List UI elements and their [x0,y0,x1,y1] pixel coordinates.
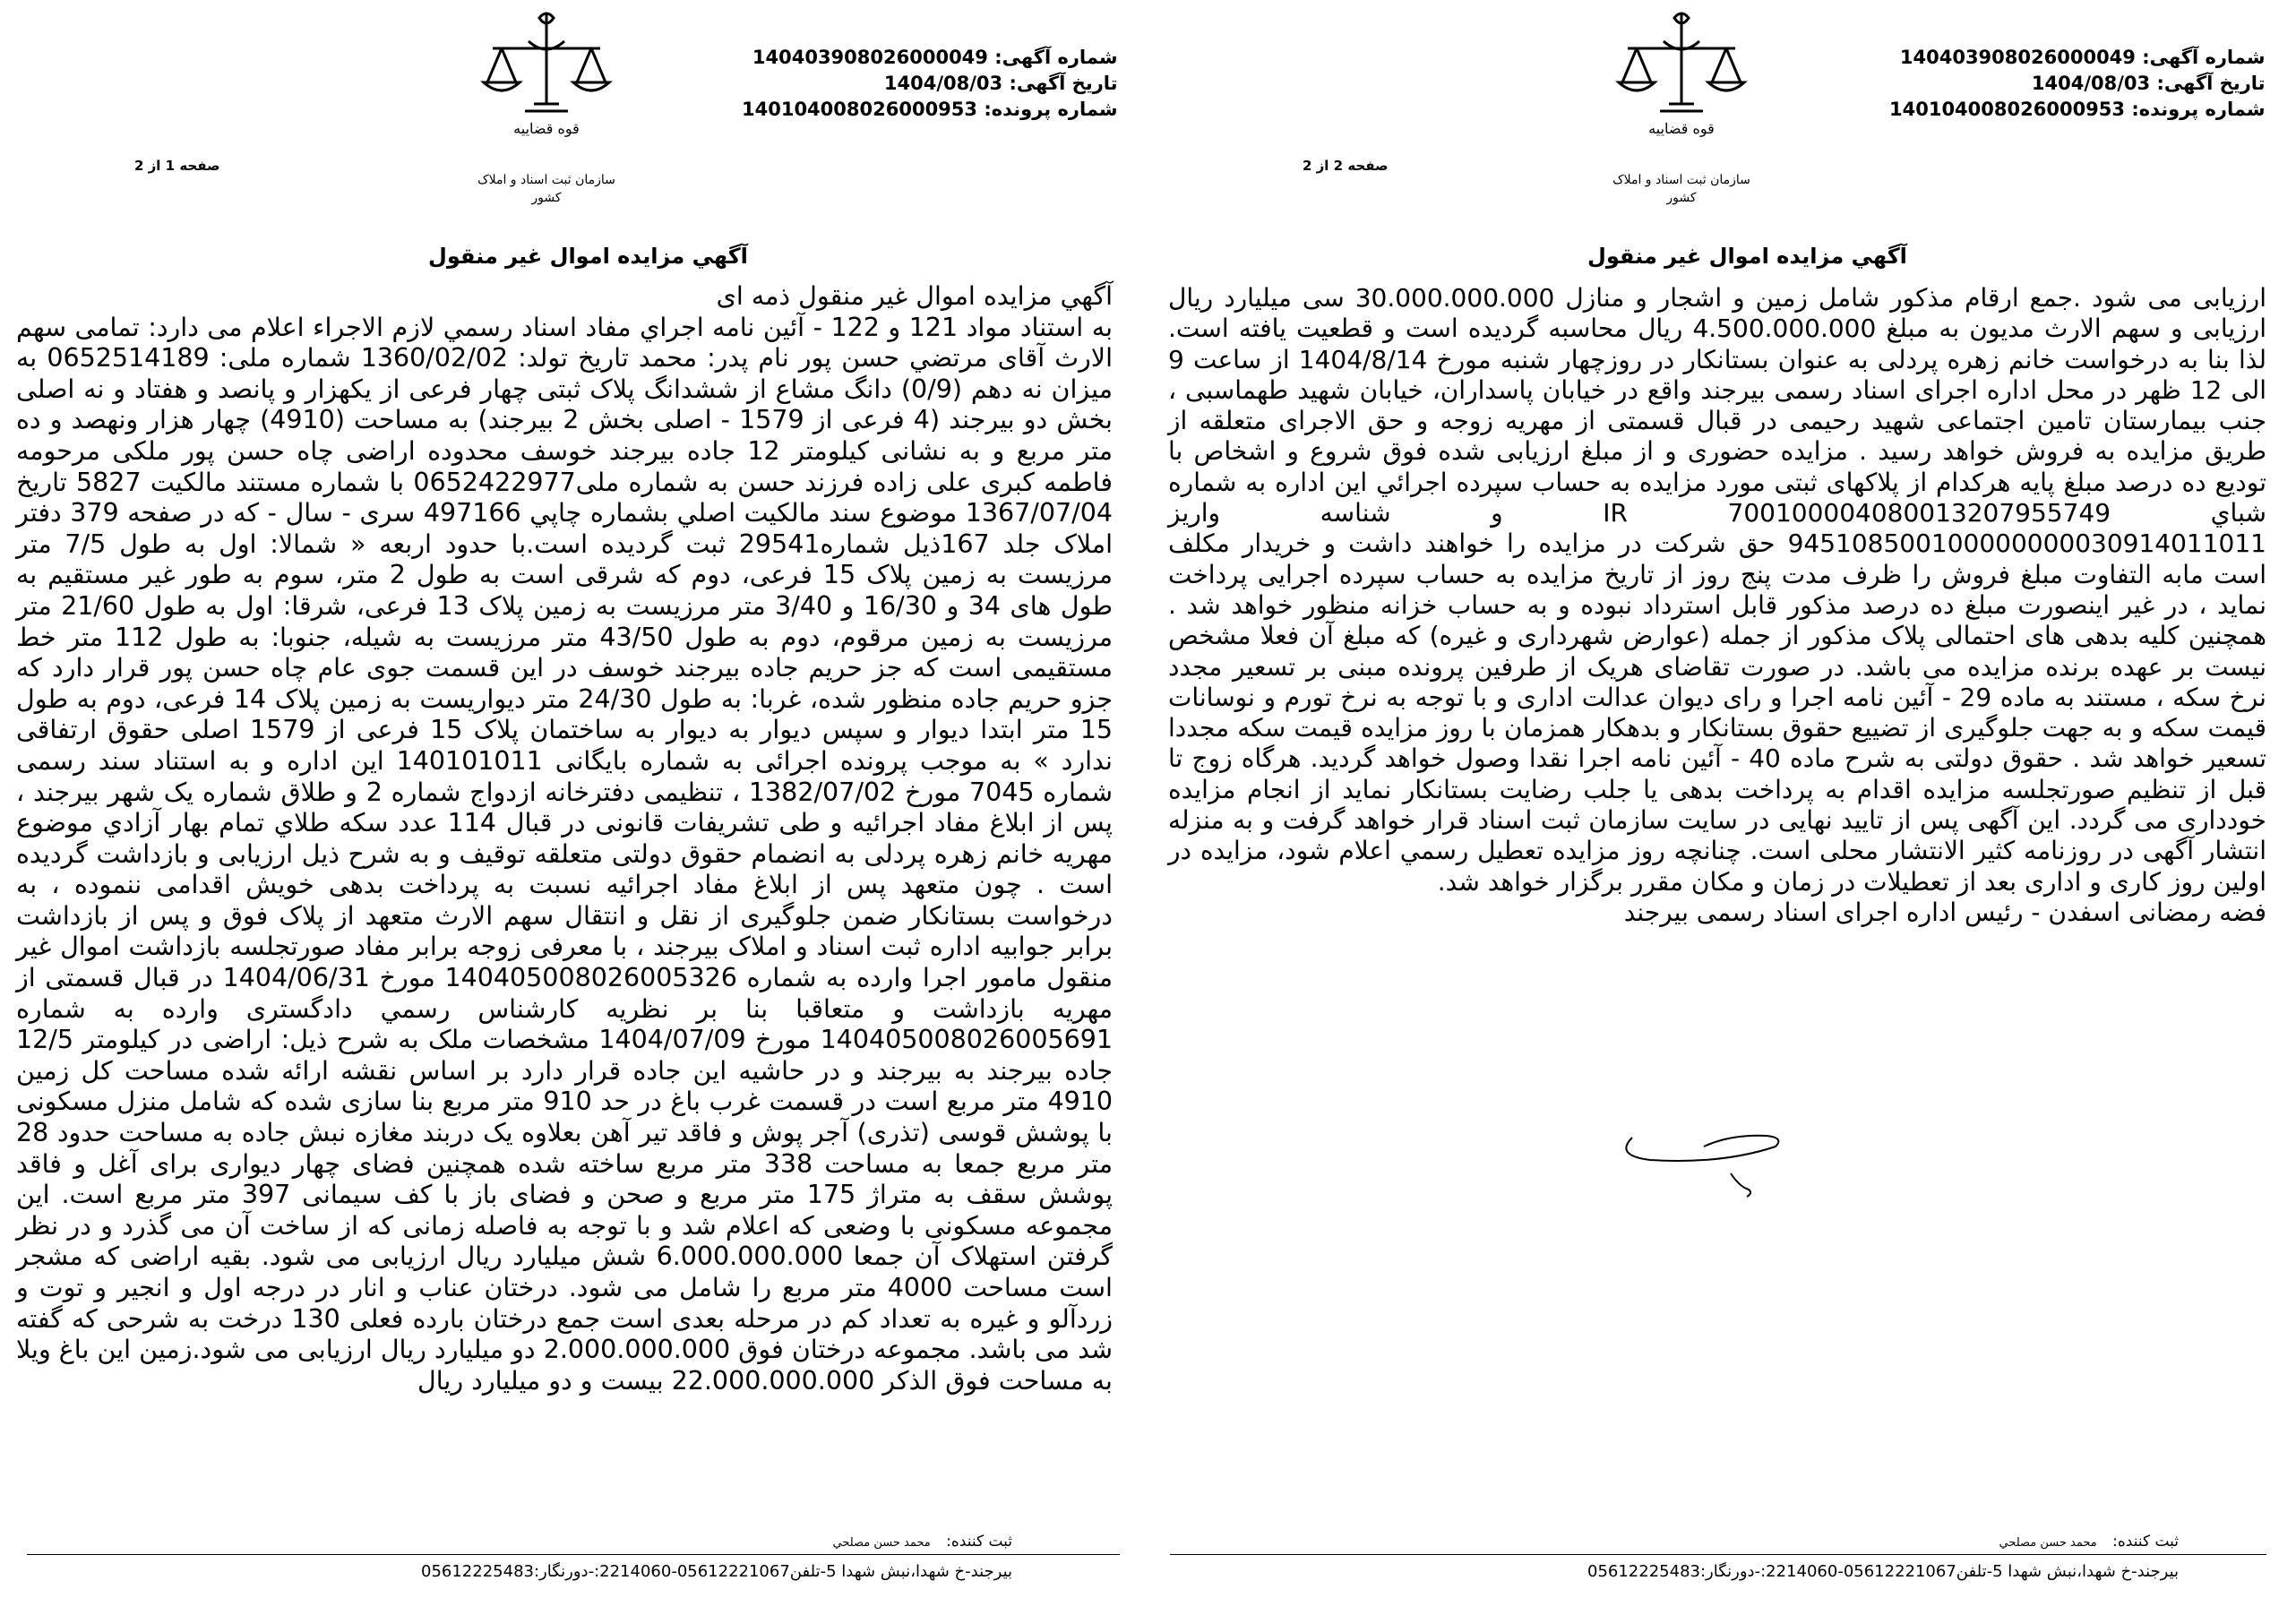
emblem-caption-organization: سازمان ثبت اسناد و املاک کشور [1612,173,1750,205]
notice-title: آگهي مزايده اموال غير منقول [428,244,748,269]
notice-date-row [742,71,1118,97]
notice-date-label: تاریخ آگهی: [1009,73,1118,94]
registrar-row [1587,1527,2179,1558]
file-number-row [742,97,1118,123]
judiciary-emblem [1610,5,1753,205]
registrar-name: محمد حسن مصلحي [832,1536,931,1550]
page-number: صفحه 1 از 2 [134,158,220,174]
registrar-label: ثبت کننده: [946,1533,1013,1551]
file-number: 140104008026000953 [742,99,978,120]
office-address: بيرجند-خ شهدا،نبش شهدا 5-تلفن05612221067-2214060:-دورنگار:05612225483 [1587,1562,2180,1581]
notice-number-label: شماره آگهی: [994,47,1118,68]
file-number-row [1889,97,2266,123]
notice-body [16,281,1113,1396]
emblem-caption-organization: سازمان ثبت اسناد و املاک کشور [477,173,615,205]
notice-number-row [742,45,1118,71]
judiciary-emblem [475,5,618,205]
page-number: صفحه 2 از 2 [1303,158,1389,174]
notice-metadata [1889,45,2266,123]
signatory-line: فضه رمضانی اسفدن - رئيس اداره اجرای اسناد رسمی بيرجند [1623,897,2266,927]
notice-number-row [1889,45,2266,71]
office-address: بيرجند-خ شهدا،نبش شهدا 5-تلفن05612221067-2214060:-دورنگار:05612225483 [421,1562,1013,1581]
notice-metadata [742,45,1118,123]
registrar-name: محمد حسن مصلحي [1999,1536,2097,1550]
notice-date-row [1889,71,2266,97]
notice-date-label: تاریخ آگهی: [2156,73,2266,94]
notice-date: 1404/08/03 [883,73,1003,94]
registrar-label: ثبت کننده: [2112,1533,2180,1551]
notice-title: آگهي مزايده اموال غير منقول [1587,244,1907,269]
scales-of-justice-icon [475,5,618,122]
notice-body [1168,283,2266,928]
body-paragraph: به استناد مواد 121 و 122 - آئين نامه اجراي مفاد اسناد رسمي لازم الاجراء اعلام می دارد: تمامی سهم الارث آقای مرتضي حسن پور نام پدر: محمد تاريخ تولد: 1360/02/02 شماره ملی: 0652514189 به ميزان نه دهم (0/9) دانگ مشاع از ششدانگ پلاک ثبتی چهار فرعی از يکهزار و پانصد و هفتاد و نه اصلی بخش دو بيرجند (4 فرعی از 1579 - اصلی بخش 2 بيرجند) به مساحت (4910) چهار هزار ونهصد و ده متر مربع و به نشانی کيلومتر 12 جاده بيرجند خوسف محدوده اراضی چاه حسن پور ملکی مرحومه فاطمه کبری علی زاده فرزند حسن به شماره ملی0652422977 با شماره مستند مالکيت 5827 تاريخ 1367/07/04 موضوع سند مالکيت اصلي بشماره چاپي 497166 سری - سال - که در صفحه 379 دفتر املاک جلد 167ذيل شماره29541 ثبت گرديده است.با حدود اربعه « شمالا: اول به طول 7/5 متر مرزيست به زمين پلاک 15 فرعی، دوم که شرقی است به طول 2 متر، سوم به طور غير مستقيم به طول های 34 و 16/30 و 3/40 متر مرزيست به زمين پلاک 13 فرعی، شرقا: اول به طول 21/60 متر مرزيست به زمين مرقوم، دوم به طول 43/50 متر مرزيست به شيله، جنوبا: به طول 112 متر خط مستقيمی است که جز حريم جاده بيرجند خوسف در اين قسمت جوی عام چاه حسن پور قرار دارد که جزو حريم جاده منظور شده، غربا: به طول 24/30 متر ديواريست به زمين پلاک 14 فرعی، دوم به طول 15 متر ابتدا ديوار و سپس ديوار به ديوار به ساختمان پلاک 15 فرعی از 1579 اصلی حقوق ارتفاقی ندارد » به موجب پرونده اجرائی به شماره بايگانی 140101011 اين اداره و به استناد سند رسمی شماره 7045 مورخ 1382/07/02 ، تنظيمی دفترخانه ازدواج شماره 2 و طلاق شماره يک شهر بيرجند ، پس از ابلاغ مفاد اجرائيه و طی تشريفات قانونی در قبال 114 عدد سکه طلاي تمام بهار آزادي موضوع مهريه خانم زهره پردلی به انضمام حقوق دولتی متعلقه توقيف و به شرح ذيل ارزيابی و بازداشت گرديده است . چون متعهد پس از ابلاغ مفاد اجرائيه نسبت به پرداخت بدهی خويش اقدامی ننموده ، به درخواست بستانکار ضمن جلوگيری از نقل و انتقال سهم الارث متعهد از پلاک فوق و پس از بازداشت برابر جوابيه اداره ثبت اسناد و املاک بيرجند ، با معرفی زوجه برابر مفاد صورتجلسه بازداشت اموال غير منقول مامور اجرا وارده به شماره 140405008026005326 مورخ 1404/06/31 در قبال قسمتی از مهريه بازداشت و متعاقبا بنا بر نظريه کارشناس رسمي دادگستری وارده به شماره 140405008026005691 مورخ 1404/07/09 مشخصات ملک به شرح ذيل: اراضی در کيلومتر 12/5 جاده بيرجند به بيرجند و در حاشيه اين جاده قرار دارد بر اساس نقشه ارائه شده مساحت کل زمين 4910 متر مربع است در قسمت غرب باغ در حد 910 متر مربع بنا سازی شده که شامل منزل مسکونی با پوشش قوسی (تذری) آجر پوش و فاقد تير آهن بعلاوه يک دربند مغازه نبش جاده به مساحت حدود 28 متر مربع جمعا به مساحت 338 متر مربع ساخته شده همچنين فضای چهار ديواری برای آغل و فاقد پوشش سقف به متراژ 175 متر مربع و صحن و فضای باز با کف سيمانی 397 متر مربع است. اين مجموعه مسکونی با وضعی که اعلام شد و با توجه به فاصله زمانی که از ساخت آن می گذرد و در نظر گرفتن استهلاک آن جمعا 6.000.000.000 شش ميليارد ريال ارزيابی می شود. بقيه اراضی که مشجر است مساحت 4000 متر مربع را شامل می شود. درختان عناب و انار در درجه اول و انجير و توت و زردآلو و غيره به تعداد کم در مرحله بعدی است جمع درختان بارده فعلی 130 درخت به شرحی که گفته شد می باشد. مجموعه درختان فوق 2.000.000.000 دو ميليارد ريال ارزيابی می شود.زمين اين باغ ويلا به مساحت فوق الذکر 22.000.000.000 بيست و دو ميليارد ريال [16,312,1114,1396]
file-number: 140104008026000953 [1889,99,2126,120]
emblem-caption-judiciary: قوه قضاییه [513,120,580,137]
body-paragraph: آگهي مزايده اموال غير منقول ذمه ای [716,281,1113,311]
notice-page-2 [1148,0,2296,1615]
notice-number: 140403908026000049 [752,47,988,68]
notice-date: 1404/08/03 [2031,73,2151,94]
notice-number: 140403908026000049 [1899,47,2136,68]
registrar-row [421,1527,1012,1558]
file-number-label: شماره پرونده: [984,99,1118,120]
scales-of-justice-icon [1610,5,1753,122]
body-paragraph: ارزيابی می شود .جمع ارقام مذکور شامل زمين و اشجار و منازل 30.000.000.000 سی ميليارد ريال ارزيابی و سهم الارث مديون به مبلغ 4.500.000.000 ريال محاسبه گرديده است و قطعيت يافته است. لذا بنا به درخواست خانم زهره پردلی به عنوان بستانکار در روزچهار شنبه مورخ 1404/8/14 از ساعت 9 الی 12 ظهر در محل اداره اجرای اسناد رسمی بيرجند واقع در خيابان پاسداران، خيابان شهيد طهماسبی ، جنب بيمارستان تامين اجتماعی شهيد رحيمی در قبال قسمتی از مهريه زوجه و حق الاجرای متعلقه از طريق مزايده به فروش خواهد رسيد . مزايده حضوری و از مبلغ ارزيابی شده فوق شروع و اشخاص با توديع ده درصد مبلغ پايه هرکدام از پلاکهای ثبتی مورد مزايده به حساب سپرده اجرائي اين اداره به شماره شباي IR 700100004080013207955749 و شناسه واريز 945108500100000000030914011011 حق شرکت در مزايده را خواهند داشت و خريدار مکلف است مابه التفاوت مبلغ فروش را ظرف مدت پنج روز از تاريخ مزايده به حساب سپرده اجرايی پرداخت نمايد ، در غير اينصورت مبلغ ده درصد مذکور قابل استرداد نبوده و به حساب خزانه منظور خواهد شد . همچنين کليه بدهی های احتمالی پلاک مذکور از جمله (عوارض شهرداری و غيره) که مبلغ آن فعلا مشخص نيست بر عهده برنده مزايده می باشد. در صورت تقاضای هريک از طرفين پرونده مبنی بر تسعير مجدد نرخ سکه ، مستند به ماده 29 - آئين نامه اجرا و رای ديوان عدالت اداری و با توجه به نرخ تورم و نوسانات قيمت سکه و به جهت جلوگيری از تضييع حقوق بستانکار و بدهکار همزمان با روز مزايده قيمت سکه مجددا تسعير خواهد شد . حقوق دولتی به شرح ماده 40 - آئين نامه اجرا نقدا وصول خواهد گرديد. هرگاه زوج تا قبل از تنظيم صورتجلسه مزايده اقدام به پرداخت بدهی يا جلب رضايت بستانکار نمايد از انجام مزايده خودداری می گردد. اين آگهی پس از تاييد نهايی در سايت سازمان ثبت اسناد قرار خواهد گرفت و به منزله انتشار آگهی در روزنامه کثير الانتشار محلی است. چنانچه روز مزايده تعطيل رسمي اعلام شود، مزايده در اولين روز کاری و اداری بعد از تعطيلات در زمان و مکان مقرر برگزار خواهد شد. [1168,283,2266,897]
notice-footer [1587,1527,2179,1586]
handwritten-signature [1596,1111,1811,1218]
file-number-label: شماره پرونده: [2131,99,2266,120]
emblem-caption-judiciary: قوه قضاییه [1648,120,1715,137]
notice-footer [421,1527,1012,1586]
notice-number-label: شماره آگهی: [2142,47,2266,68]
